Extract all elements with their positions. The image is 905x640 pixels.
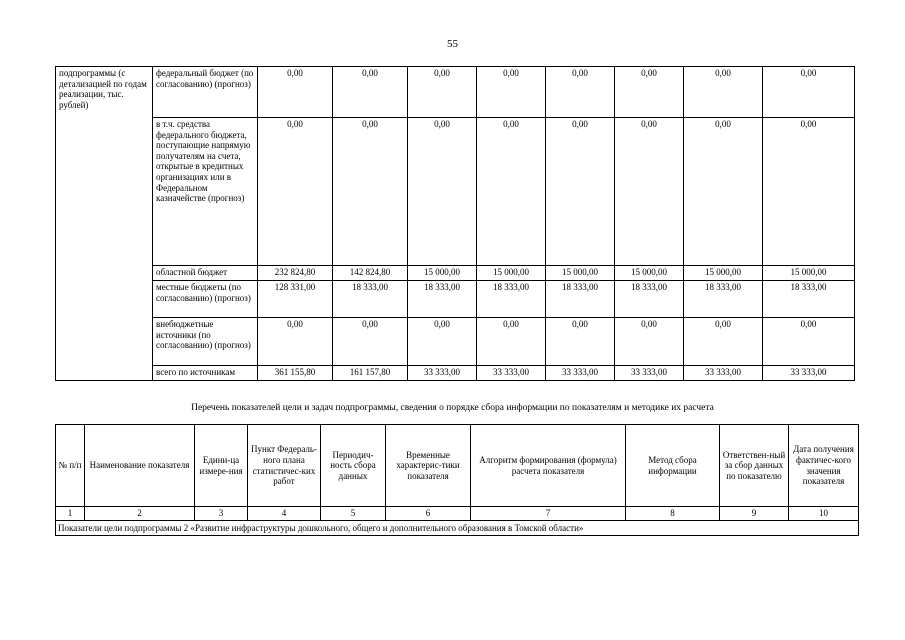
value-cell: 0,00 (258, 67, 333, 118)
column-number: 10 (789, 507, 859, 521)
column-number: 3 (195, 507, 248, 521)
value-cell: 18 333,00 (763, 281, 855, 318)
value-cell: 161 157,80 (333, 366, 408, 381)
source-label: в т.ч. средства федерального бюджета, поступающие напрямую получателям на счета, открытые в кредитных организациях или в Федеральном казначействе (прогноз) (153, 118, 258, 266)
source-label: областной бюджет (153, 266, 258, 281)
page-number: 55 (447, 38, 458, 50)
header-cell: № п/п (56, 425, 85, 507)
value-cell: 0,00 (477, 67, 546, 118)
column-number: 9 (720, 507, 789, 521)
value-cell: 0,00 (333, 318, 408, 366)
source-label: внебюджетные источники (по согласованию) (прогноз) (153, 318, 258, 366)
header-cell: Дата получения фактичес-кого значения показателя (789, 425, 859, 507)
value-cell: 0,00 (763, 118, 855, 266)
value-cell: 0,00 (408, 318, 477, 366)
header-cell: Алгоритм формирования (формула) расчета показателя (471, 425, 626, 507)
header-row (56, 425, 859, 507)
value-cell: 0,00 (684, 67, 763, 118)
value-cell: 15 000,00 (546, 266, 615, 281)
column-number: 1 (56, 507, 85, 521)
value-cell: 0,00 (615, 118, 684, 266)
value-cell: 33 333,00 (408, 366, 477, 381)
value-cell: 15 000,00 (408, 266, 477, 281)
header-cell: Временные характерис-тики показателя (386, 425, 471, 507)
value-cell: 0,00 (763, 67, 855, 118)
table-row (56, 67, 855, 118)
value-cell: 15 000,00 (477, 266, 546, 281)
value-cell: 33 333,00 (615, 366, 684, 381)
header-cell: Пункт Федераль-ного плана статистичес-ких работ (248, 425, 321, 507)
header-cell: Едини-ца измере-ния (195, 425, 248, 507)
financing-table (55, 66, 855, 381)
table-row (56, 318, 855, 366)
value-cell: 128 331,00 (258, 281, 333, 318)
value-cell: 232 824,80 (258, 266, 333, 281)
indicators-table (55, 424, 859, 536)
table-row (56, 118, 855, 266)
value-cell: 18 333,00 (408, 281, 477, 318)
value-cell: 15 000,00 (684, 266, 763, 281)
column-number: 5 (321, 507, 386, 521)
value-cell: 0,00 (408, 118, 477, 266)
column-number: 8 (626, 507, 720, 521)
value-cell: 15 000,00 (763, 266, 855, 281)
header-cell: Периодич-ность сбора данных (321, 425, 386, 507)
value-cell: 0,00 (408, 67, 477, 118)
value-cell: 33 333,00 (763, 366, 855, 381)
source-label: федеральный бюджет (по согласованию) (прогноз) (153, 67, 258, 118)
value-cell: 18 333,00 (546, 281, 615, 318)
value-cell: 0,00 (546, 318, 615, 366)
value-cell: 0,00 (615, 318, 684, 366)
value-cell: 0,00 (684, 318, 763, 366)
table-row (56, 266, 855, 281)
column-number: 7 (471, 507, 626, 521)
column-number: 4 (248, 507, 321, 521)
section-row (56, 521, 859, 536)
indicators-caption: Перечень показателей цели и задач подпрограммы, сведения о порядке сбора информации по показателям и методике их расчета (191, 403, 714, 413)
header-cell: Метод сбора информации (626, 425, 720, 507)
value-cell: 0,00 (333, 67, 408, 118)
value-cell: 0,00 (258, 318, 333, 366)
value-cell: 0,00 (477, 118, 546, 266)
value-cell: 33 333,00 (477, 366, 546, 381)
value-cell: 33 333,00 (684, 366, 763, 381)
value-cell: 0,00 (763, 318, 855, 366)
value-cell: 18 333,00 (684, 281, 763, 318)
value-cell: 33 333,00 (546, 366, 615, 381)
value-cell: 0,00 (615, 67, 684, 118)
header-cell: Наименование показателя (85, 425, 195, 507)
value-cell: 0,00 (546, 118, 615, 266)
table-row (56, 281, 855, 318)
value-cell: 0,00 (684, 118, 763, 266)
header-cell: Ответствен-ный за сбор данных по показателю (720, 425, 789, 507)
value-cell: 18 333,00 (333, 281, 408, 318)
value-cell: 361 155,80 (258, 366, 333, 381)
column-number: 6 (386, 507, 471, 521)
source-label: всего по источникам (153, 366, 258, 381)
value-cell: 15 000,00 (615, 266, 684, 281)
value-cell: 18 333,00 (615, 281, 684, 318)
group-label: подпрограммы (с детализацией по годам реализации, тыс. рублей) (56, 67, 153, 381)
value-cell: 0,00 (477, 318, 546, 366)
value-cell: 18 333,00 (477, 281, 546, 318)
value-cell: 142 824,80 (333, 266, 408, 281)
value-cell: 0,00 (333, 118, 408, 266)
table-row (56, 366, 855, 381)
section-title: Показатели цели подпрограммы 2 «Развитие инфраструктуры дошкольного, общего и дополнительного образования в Томской области» (56, 521, 859, 536)
column-number-row (56, 507, 859, 521)
value-cell: 0,00 (546, 67, 615, 118)
source-label: местные бюджеты (по согласованию) (прогноз) (153, 281, 258, 318)
column-number: 2 (85, 507, 195, 521)
value-cell: 0,00 (258, 118, 333, 266)
